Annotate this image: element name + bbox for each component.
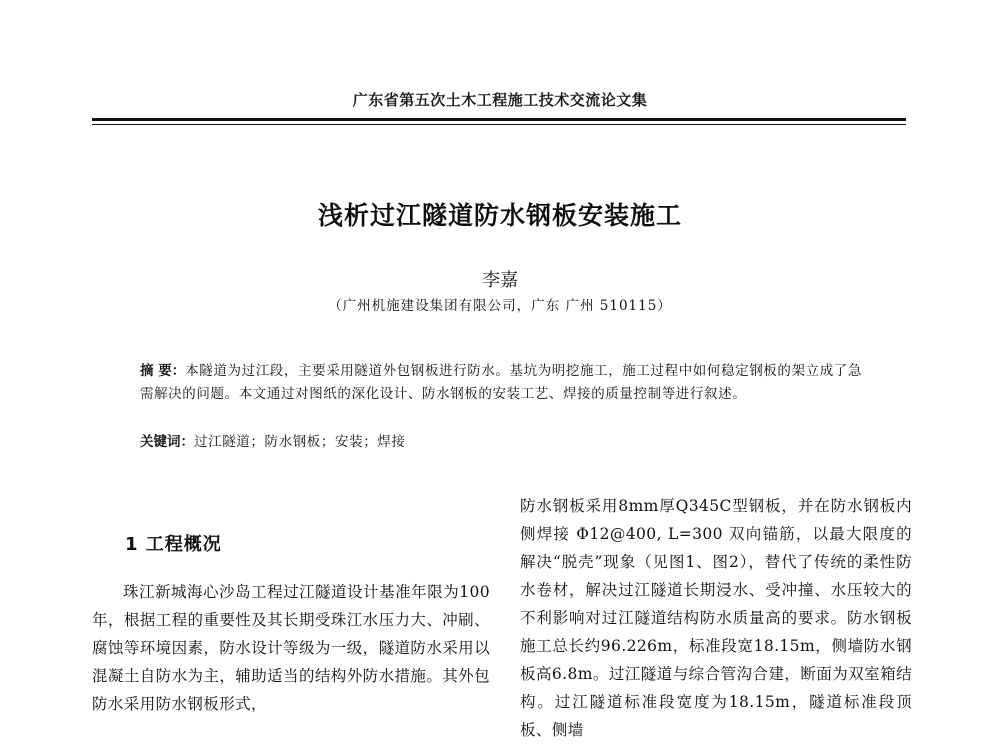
left-column [92, 578, 490, 718]
paper-title: 浅析过江隧道防水钢板安装施工 [317, 201, 682, 230]
author-affiliation: （广州机施建设集团有限公司，广东 广州 510115） [328, 298, 672, 314]
abstract [140, 360, 862, 406]
right-column [520, 492, 912, 744]
header-rule-thin [92, 124, 906, 125]
body-paragraph-continued: 防水钢板采用8mm厚Q345C型钢板，并在防水钢板内侧焊接 Φ12@400, L=300 双向锚筋，以最大限度的解决“脱壳”现象（见图1、图2），替代了传统的柔性防水卷材，解决过江隧道长期浸水、受冲撞、水压较大的不利影响对过江隧道结构防水质量高的要求。防水钢板施工总长约96.226m，标准段宽18.15m，侧墙防水钢板高6.8m。过江隧道与综合管沟合建，断面为双室箱结构。过江隧道标准段宽度为18.15m，隧道标准段顶板、侧墙 [520, 497, 912, 739]
header-rule-thick [92, 118, 906, 121]
abstract-text: 本隧道为过江段，主要采用隧道外包钢板进行防水。基坑为明挖施工，施工过程中如何稳定钢板的架立成了急需解决的问题。本文通过对图纸的深化设计、防水钢板的安装工艺、焊接的质量控制等进行叙述。 [140, 363, 863, 402]
body-paragraph: 珠江新城海心沙岛工程过江隧道设计基准年限为100年，根据工程的重要性及其长期受珠江水压力大、冲刷、腐蚀等环境因素，防水设计等级为一级，隧道防水采用以混凝土自防水为主，辅助适当的结构外防水措施。其外包防水采用防水钢板形式， [92, 583, 490, 713]
author-name: 李嘉 [482, 270, 518, 291]
running-header-title: 广东省第五次土木工程施工技术交流论文集 [352, 91, 648, 109]
keywords-label: 关键词： [140, 434, 194, 450]
section-heading: 1 工程概况 [125, 534, 222, 555]
abstract-label: 摘 要： [140, 363, 186, 379]
keywords [140, 431, 862, 454]
keywords-text: 过江隧道；防水钢板；安装；焊接 [194, 434, 406, 450]
